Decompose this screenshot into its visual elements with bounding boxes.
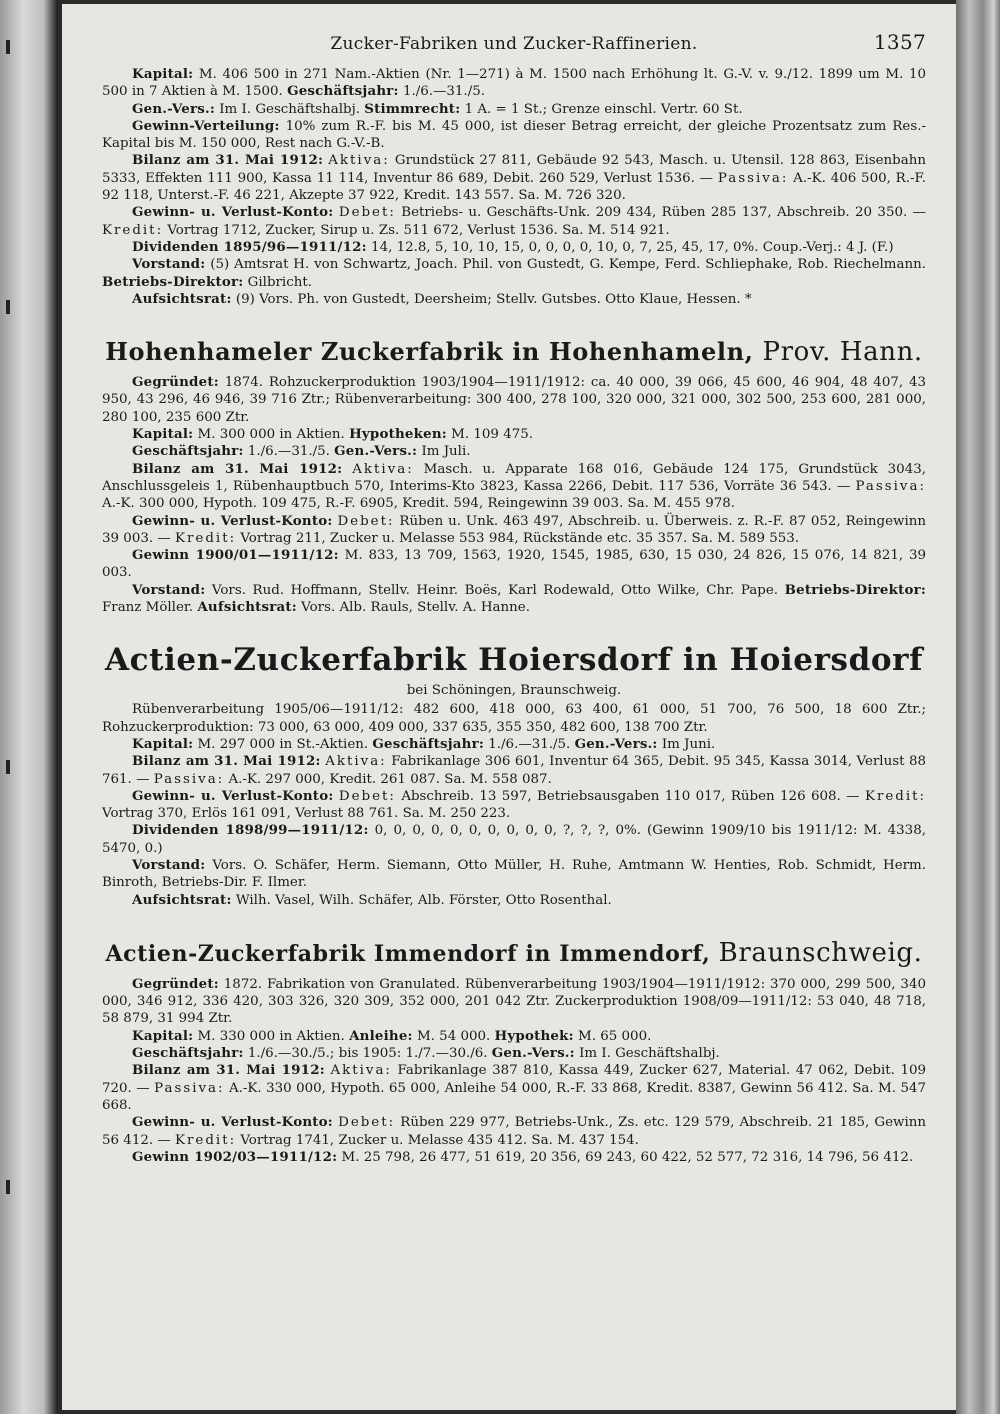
field-label: Gewinn- u. Verlust-Konto: <box>132 1114 333 1131</box>
field-text: M. 65 000. <box>573 1028 652 1044</box>
field-label: Gen.-Vers.: <box>574 735 658 752</box>
field-text: M. 297 000 in St.-Aktien. <box>193 736 373 752</box>
field-label: Aufsichtsrat: <box>197 599 297 616</box>
running-head-title: Zucker-Fabriken und Zucker-Raffinerien. <box>330 34 698 54</box>
field-label: Kapital: <box>132 735 194 752</box>
company-name: Actien-Zuckerfabrik Hoiersdorf in Hoiersdorf <box>104 642 924 679</box>
field-text: A.-K. 406 500, R.-F. 92 118, Unterst.-F. 46 221, Akzepte 37 922, Kredit. 143 557. Sa. M. 726 320. <box>102 170 927 204</box>
field-label: Geschäftsjahr: <box>372 735 484 752</box>
scan-left-margin <box>0 0 58 1414</box>
entry-paragraph <box>102 1149 926 1166</box>
field-label: Bilanz am 31. Mai 1912: <box>132 1062 325 1079</box>
field-text: Wilh. Vasel, Wilh. Schäfer, Alb. Förster, Otto Rosenthal. <box>231 892 612 908</box>
field-label: Gewinn- u. Verlust-Konto: <box>132 204 334 221</box>
field-text: A.-K. 300 000, Hypoth. 109 475, R.-F. 6905, Kredit. 594, Reingewinn 39 003. Sa. M. 455 978. <box>102 496 736 512</box>
field-text: 1./6.—31./5. <box>398 84 485 100</box>
binding-mark <box>6 40 10 54</box>
field-text: M. 300 000 in Aktien. <box>193 427 350 443</box>
entries-container <box>102 66 926 1166</box>
spaced-label: Passiva: <box>153 771 225 787</box>
company-heading <box>102 334 926 370</box>
entry-paragraph <box>102 152 926 204</box>
field-text: Franz Möller. <box>102 600 198 616</box>
entry-paragraph <box>102 736 926 753</box>
spaced-label: Passiva: <box>154 1080 225 1096</box>
entry-paragraph <box>102 753 926 788</box>
field-label: Gewinn- u. Verlust-Konto: <box>132 512 333 529</box>
spaced-label: Aktiva: <box>352 461 414 477</box>
field-label: Hypotheken: <box>349 426 447 443</box>
spaced-label: Aktiva: <box>325 754 387 770</box>
entry-paragraph <box>102 256 926 291</box>
field-text: M. 25 798, 26 477, 51 619, 20 356, 69 243, 60 422, 52 577, 72 316, 14 796, 56 412. <box>337 1149 914 1165</box>
field-text: Betriebs- u. Geschäfts-Unk. 209 434, Rüben 285 137, Abschreib. 20 350. — <box>395 205 926 221</box>
field-label: Kapital: <box>132 426 194 443</box>
field-text: Rüben 229 977, Betriebs-Unk., Zs. etc. 129 579, Abschreib. 21 185, Gewinn 56 412. — <box>102 1115 926 1148</box>
field-text: A.-K. 330 000, Hypoth. 65 000, Anleihe 54 000, R.-F. 33 868, Kredit. 8387, Gewinn 56 412. Sa. M. 547 668. <box>102 1080 927 1113</box>
spaced-label: Kredit: <box>102 222 164 238</box>
spaced-label: Aktiva: <box>328 153 390 169</box>
entry-paragraph <box>102 701 926 736</box>
field-text: Vortrag 1741, Zucker u. Melasse 435 412. Sa. M. 437 154. <box>236 1132 639 1148</box>
entry-paragraph <box>102 118 926 153</box>
field-label: Kapital: <box>132 66 194 82</box>
field-text: Vors. Rud. Hoffmann, Stellv. Heinr. Boës, Karl Rodewald, Otto Wilke, Chr. Pape. <box>205 582 785 598</box>
company-heading <box>102 642 926 678</box>
field-label: Vorstand: <box>132 581 206 598</box>
field-text: M. 406 500 in 271 Nam.-Aktien (Nr. 1—271) à M. 1500 nach Erhöhung lt. G.-V. v. 9./12. 1899 um M. 10 500 in 7 Aktien à M. 1500. <box>102 67 926 100</box>
running-head <box>102 30 926 60</box>
field-text: Fabrikanlage 306 601, Inventur 64 365, Debit. 95 345, Kassa 3014, Verlust 88 761. — <box>102 754 926 787</box>
field-label: Bilanz am 31. Mai 1912: <box>132 753 321 770</box>
field-text: 14, 12.8, 5, 10, 10, 15, 0, 0, 0, 0, 10, 0, 7, 25, 45, 17, 0%. Coup.-Verj.: 4 J. (F.) <box>366 239 894 255</box>
field-label: Dividenden 1898/99—1911/12: <box>132 822 369 839</box>
field-label: Geschäftsjahr: <box>132 1045 244 1062</box>
field-text: Vors. O. Schäfer, Herm. Siemann, Otto Müller, H. Ruhe, Amtmann W. Henties, Rob. Schmidt, Herm. Binroth, Betriebs-Dir. F. Ilmer. <box>102 857 926 891</box>
entry-paragraph <box>102 582 926 617</box>
spaced-label: Debet: <box>337 513 395 529</box>
field-text: Vors. Alb. Rauls, Stellv. A. Hanne. <box>296 600 530 616</box>
field-label: Geschäftsjahr: <box>132 443 244 460</box>
page-number: 1357 <box>873 30 926 54</box>
binding-mark <box>6 300 10 314</box>
field-text: 10% zum R.-F. bis M. 45 000, ist dieser Betrag erreicht, der gleiche Prozentsatz zum Res.-Kapital bis M. 150 000, Rest nach G.-V.-B. <box>102 118 926 152</box>
spaced-label: Aktiva: <box>330 1063 392 1079</box>
spaced-label: Debet: <box>338 788 396 804</box>
entry-paragraph <box>102 857 926 892</box>
field-label: Aufsichtsrat: <box>132 891 232 908</box>
binding-mark <box>6 1180 10 1194</box>
field-text: 1 A. = 1 St.; Grenze einschl. Vertr. 60 St. <box>460 101 743 117</box>
field-text: Im Juni. <box>657 736 716 752</box>
spaced-label: Debet: <box>338 205 396 221</box>
company-heading <box>102 935 926 972</box>
field-label: Aufsichtsrat: <box>132 290 232 307</box>
field-text: Grundstück 27 811, Gebäude 92 543, Masch. u. Utensil. 128 863, Eisenbahn 5333, Effekten 111 900, Kassa 11 114, Inventur 86 689, Debit. 260 529, Verlust 1536. — <box>102 153 926 186</box>
field-label: Betriebs-Direktor: <box>784 581 926 598</box>
company-name: Actien-Zuckerfabrik Immendorf in Immendorf, <box>105 940 711 967</box>
company-province: Prov. Hann. <box>762 337 923 368</box>
field-label: Bilanz am 31. Mai 1912: <box>132 460 343 477</box>
spaced-label: Kredit: <box>864 788 927 804</box>
field-text: Im I. Geschäftshalbj. <box>574 1046 720 1062</box>
field-text <box>342 462 352 477</box>
spaced-label: Kredit: <box>175 1132 237 1148</box>
field-label: Gewinn- u. Verlust-Konto: <box>132 787 334 804</box>
entry-paragraph <box>102 1028 926 1045</box>
field-text: Im I. Geschäftshalbj. <box>215 101 365 117</box>
spaced-label: Passiva: <box>717 170 789 186</box>
company-entry <box>102 66 926 308</box>
scan-right-margin <box>956 0 1000 1414</box>
entry-paragraph <box>102 976 926 1028</box>
entry-paragraph <box>102 66 926 101</box>
entry-paragraph <box>102 1045 926 1062</box>
field-text: Im Juli. <box>417 444 471 460</box>
entry-paragraph <box>102 1062 926 1114</box>
field-text: 1./6.—31./5. <box>243 444 335 460</box>
company-name: Hohenhameler Zuckerfabrik in Hohenhameln, <box>105 337 754 367</box>
field-label: Anleihe: <box>349 1027 413 1044</box>
field-text: Rübenverarbeitung 1905/06—1911/12: 482 600, 418 000, 63 400, 61 000, 51 700, 76 500, 18 600 Ztr.; Rohzuckerproduktion: 73 000, 63 000, 409 000, 337 635, 355 350, 482 600, 138 700 Ztr. <box>102 702 926 735</box>
field-text: Vortrag 211, Zucker u. Melasse 553 984, Rückstände etc. 35 357. Sa. M. 589 553. <box>236 530 800 546</box>
field-label: Gegründet: <box>132 975 219 992</box>
field-label: Vorstand: <box>132 256 206 273</box>
entry-paragraph <box>102 822 926 857</box>
field-label: Betriebs-Direktor: <box>102 273 244 290</box>
spaced-label: Passiva: <box>855 478 926 494</box>
field-label: Gen.-Vers.: <box>132 100 216 117</box>
field-text: Gilbricht. <box>243 274 312 290</box>
field-text: M. 54 000. <box>412 1028 495 1044</box>
entry-paragraph <box>102 513 926 548</box>
company-entry <box>102 935 926 1166</box>
entry-paragraph <box>102 547 926 582</box>
field-text: 1./6.—31./5. <box>484 736 575 752</box>
company-entry <box>102 334 926 616</box>
entry-paragraph <box>102 1114 926 1149</box>
entry-paragraph <box>102 461 926 513</box>
company-location: bei Schöningen, Braunschweig. <box>406 683 622 699</box>
entry-paragraph <box>102 204 926 239</box>
field-label: Kapital: <box>132 1027 194 1044</box>
entry-paragraph <box>102 892 926 909</box>
field-text: Fabrikanlage 387 810, Kassa 449, Zucker 627, Material. 47 062, Debit. 109 720. — <box>102 1063 927 1096</box>
entry-paragraph <box>102 426 926 443</box>
field-label: Gewinn-Verteilung: <box>132 117 280 134</box>
field-text: (5) Amtsrat H. von Schwartz, Joach. Phil. von Gustedt, G. Kempe, Ferd. Schliephake, Rob. Riechelmann. <box>205 257 926 273</box>
field-text: Masch. u. Apparate 168 016, Gebäude 124 175, Grundstück 3043, Anschlussgeleis 1, Rübenhauptbuch 570, Interims-Kto 3823, Kassa 2266, Debit. 117 536, Vorräte 36 543. — <box>102 461 926 494</box>
entry-paragraph <box>102 101 926 118</box>
field-text: Vortrag 370, Erlös 161 091, Verlust 88 761. Sa. M. 250 223. <box>102 806 511 822</box>
field-label: Hypothek: <box>494 1027 574 1044</box>
entry-paragraph <box>102 443 926 460</box>
field-text: M. 109 475. <box>446 427 534 443</box>
field-label: Dividenden 1895/96—1911/12: <box>132 238 367 255</box>
entry-paragraph <box>102 788 926 823</box>
spaced-label: Kredit: <box>175 530 237 546</box>
field-text: 1874. Rohzuckerproduktion 1903/1904—1911/1912: ca. 40 000, 39 066, 45 600, 46 904, 48 407, 43 950, 43 296, 46 946, 39 716 Ztr.; Rübenverarbeitung: 300 400, 278 100, 320 000, 321 000, 302 500, 253 600, 281 000, 280 100, 235 600 Ztr. <box>102 375 926 425</box>
field-label: Vorstand: <box>132 856 206 873</box>
field-text: 1872. Fabrikation von Granulated. Rübenverarbeitung 1903/1904—1911/1912: 370 000, 299 500, 340 000, 346 912, 336 420, 303 326, 320 309, 352 000, 201 042 Ztr. Zuckerproduktion 1908/09—1911/12: 53 040, 48 718, 58 879, 31 994 Ztr. <box>102 976 926 1027</box>
field-text: A.-K. 297 000, Kredit. 261 087. Sa. M. 558 087. <box>224 771 552 787</box>
field-label: Gewinn 1902/03—1911/12: <box>132 1148 338 1165</box>
spaced-label: Debet: <box>338 1115 396 1131</box>
field-text: Abschreib. 13 597, Betriebsausgaben 110 017, Rüben 126 608. — <box>395 788 865 804</box>
binding-mark <box>6 760 10 774</box>
field-label: Gegründet: <box>132 374 219 391</box>
field-text: M. 330 000 in Aktien. <box>193 1028 350 1044</box>
field-text: M. 833, 13 709, 1563, 1920, 1545, 1985, 630, 15 030, 24 826, 15 076, 14 821, 39 003. <box>102 548 926 581</box>
company-entry <box>102 642 926 909</box>
field-label: Gewinn 1900/01—1911/12: <box>132 547 339 564</box>
field-label: Gen.-Vers.: <box>491 1045 575 1062</box>
field-label: Gen.-Vers.: <box>334 443 418 460</box>
entry-paragraph <box>102 374 926 426</box>
field-label: Stimmrecht: <box>364 100 461 117</box>
document-page <box>62 4 956 1410</box>
field-text: Vortrag 1712, Zucker, Sirup u. Zs. 511 672, Verlust 1536. Sa. M. 514 921. <box>163 222 670 238</box>
field-text: 0, 0, 0, 0, 0, 0, 0, 0, 0, 0, ?, ?, ?, 0%. (Gewinn 1909/10 bis 1911/12: M. 4338, 5470, 0.) <box>102 823 926 856</box>
field-label: Bilanz am 31. Mai 1912: <box>132 152 324 169</box>
company-province: Braunschweig. <box>718 937 923 968</box>
field-label: Geschäftsjahr: <box>287 83 399 100</box>
entry-paragraph <box>102 291 926 308</box>
field-text: (9) Vors. Ph. von Gustedt, Deersheim; Stellv. Gutsbes. Otto Klaue, Hessen. * <box>231 291 752 307</box>
field-text: Rüben u. Unk. 463 497, Abschreib. u. Überweis. z. R.-F. 87 052, Reingewinn 39 003. — <box>102 513 927 546</box>
entry-paragraph <box>102 239 926 256</box>
field-text: 1./6.—30./5.; bis 1905: 1./7.—30./6. <box>243 1046 492 1062</box>
